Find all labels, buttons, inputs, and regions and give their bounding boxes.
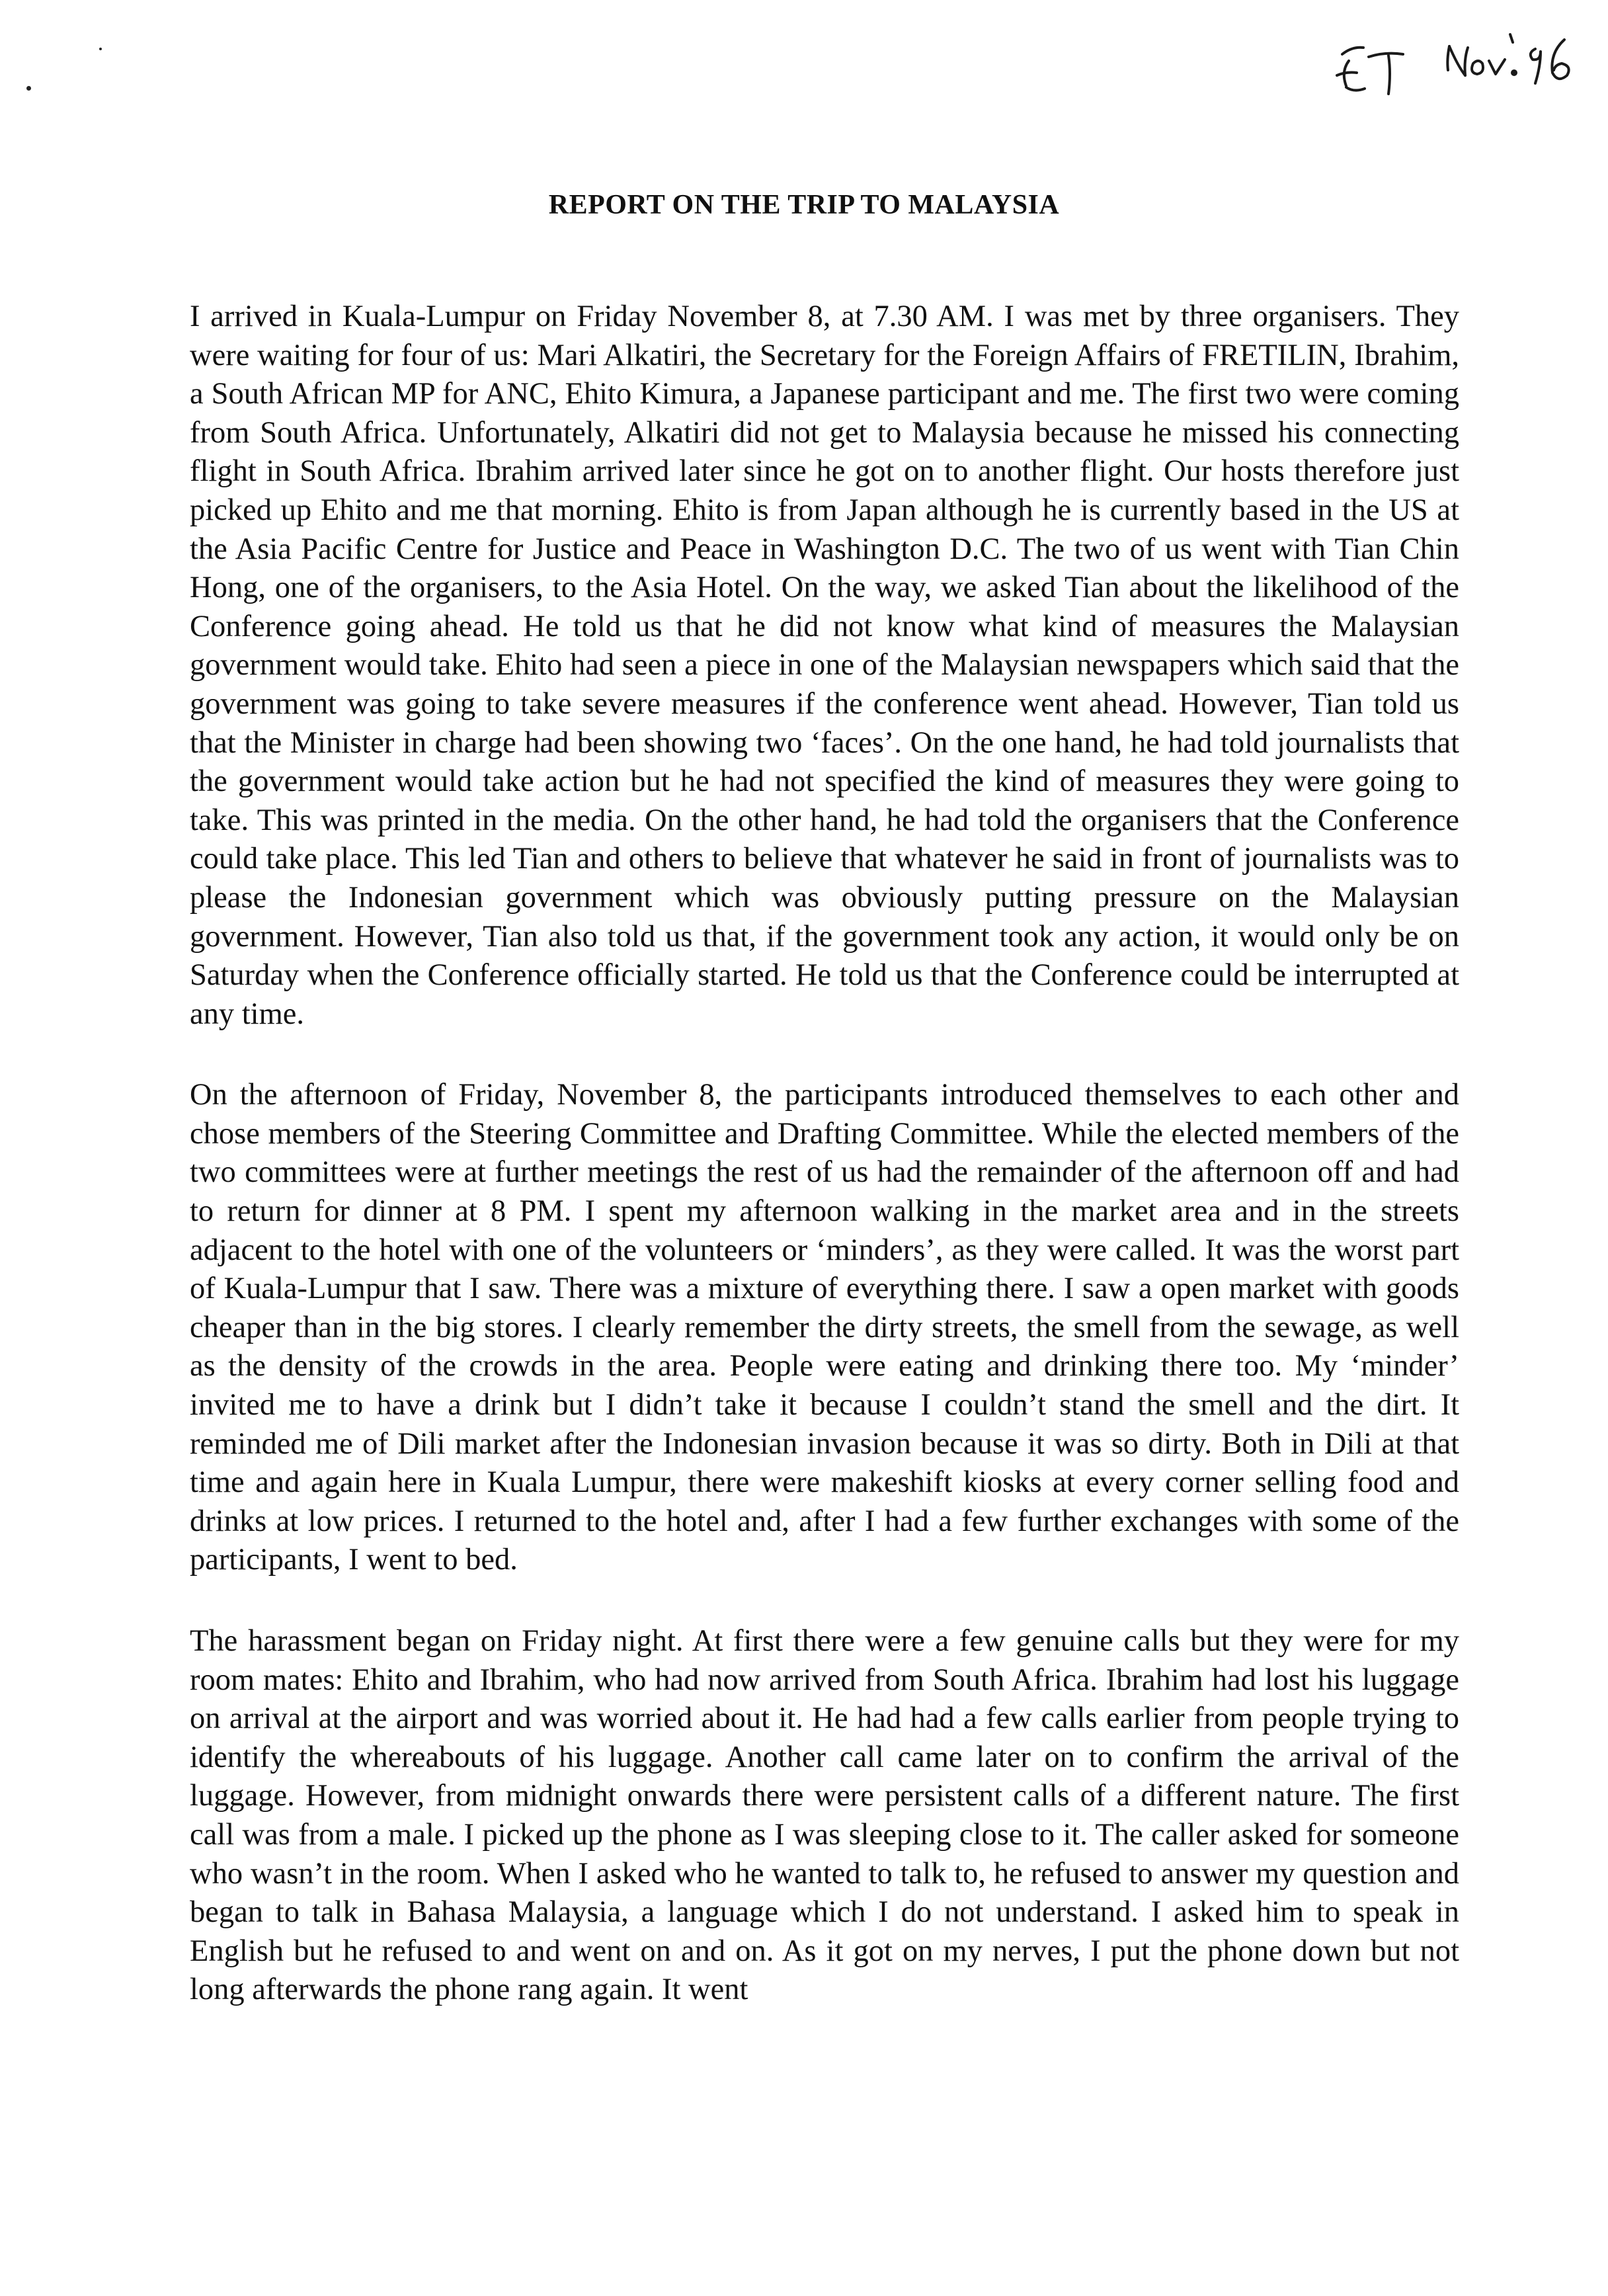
paragraph: On the afternoon of Friday, November 8, the participants introduced themselves to each other and chose members of the Steering Committee and Drafting Committee. While the elected members of the two committees were at further meetings the rest of us had the remainder of the afternoon off and had to return for dinner at 8 PM. I spent my afternoon walking in the market area and in the streets adjacent to the hotel with one of the volunteers or ‘minders’, as they were called. It was the worst part of Kuala-Lumpur that I saw. There was a mixture of everything there. I saw a open market with goods cheaper than in the big stores. I clearly remember the dirty streets, the smell from the sewage, as well as the density of the crowds in the area. People were eating and drinking there too. My ‘minder’ invited me to have a drink but I didn’t take it because I couldn’t stand the smell and the dirt. It reminded me of Dili market after the Indonesian invasion because it was so dirty. Both in Dili at that time and again here in Kuala Lumpur, there were makeshift kiosks at every corner selling food and drinks at low prices. I returned to the hotel and, after I had a few further exchanges with some of the participants, I went to bed. xyxy=(190,1078,1459,1577)
handwritten-annotation xyxy=(1322,20,1587,106)
scan-speck xyxy=(99,48,102,50)
report-body xyxy=(190,298,1459,2052)
scan-speck xyxy=(26,86,31,91)
report-title: REPORT ON THE TRIP TO MALAYSIA xyxy=(548,190,1060,220)
paragraph: I arrived in Kuala-Lumpur on Friday November 8, at 7.30 AM. I was met by three organisers. They were waiting for four of us: Mari Alkatiri, the Secretary for the Foreign Affairs of FRETILIN, Ibrahim, a South African MP for ANC, Ehito Kimura, a Japanese participant and me. The first two were coming from South Africa. Unfortunately, Alkatiri did not get to Malaysia because he missed his connecting flight in South Africa. Ibrahim arrived later since he got on to another flight. Our hosts therefore just picked up Ehito and me that morning. Ehito is from Japan although he is currently based in the US at the Asia Pacific Centre for Justice and Peace in Washington D.C. The two of us went with Tian Chin Hong, one of the organisers, to the Asia Hotel. On the way, we asked Tian about the likelihood of the Conference going ahead. He told us that he did not know what kind of measures the Malaysian government would take. Ehito had seen a piece in one of the Malaysian newspapers which said that the government was going to take severe measures if the conference went ahead. However, Tian told us that the Minister in charge had been showing two ‘faces’. On the one hand, he had told journalists that the government would take action but he had not specified the kind of measures they were going to take. This was printed in the media. On the other hand, he had told the organisers that the Conference could take place. This led Tian and others to believe that whatever he said in front of journalists was to please the Indonesian government which was obviously putting pressure on the Malaysian government. However, Tian also told us that, if the government took any action, it would only be on Saturday when the Conference officially started. He told us that the Conference could be interrupted at any time. xyxy=(190,300,1459,1031)
paragraph: The harassment began on Friday night. At first there were a few genuine calls but they were for my room mates: Ehito and Ibrahim, who had now arrived from South Africa. Ibrahim had lost his luggage on arrival at the airport and was worried about it. He had had a few calls earlier from people trying to identify the whereabouts of his luggage. Another call came later on to confirm the arrival of the luggage. However, from midnight onwards there were persistent calls of a different nature. The first call was from a male. I picked up the phone as I was sleeping close to it. The caller asked for someone who wasn’t in the room. When I asked who he wanted to talk to, he refused to answer my question and began to talk in Bahasa Malaysia, a language which I do not understand. I asked him to speak in English but he refused to and went on and on. As it got on my nerves, I put the phone down but not long afterwards the phone rang again. It went xyxy=(190,1624,1459,2007)
